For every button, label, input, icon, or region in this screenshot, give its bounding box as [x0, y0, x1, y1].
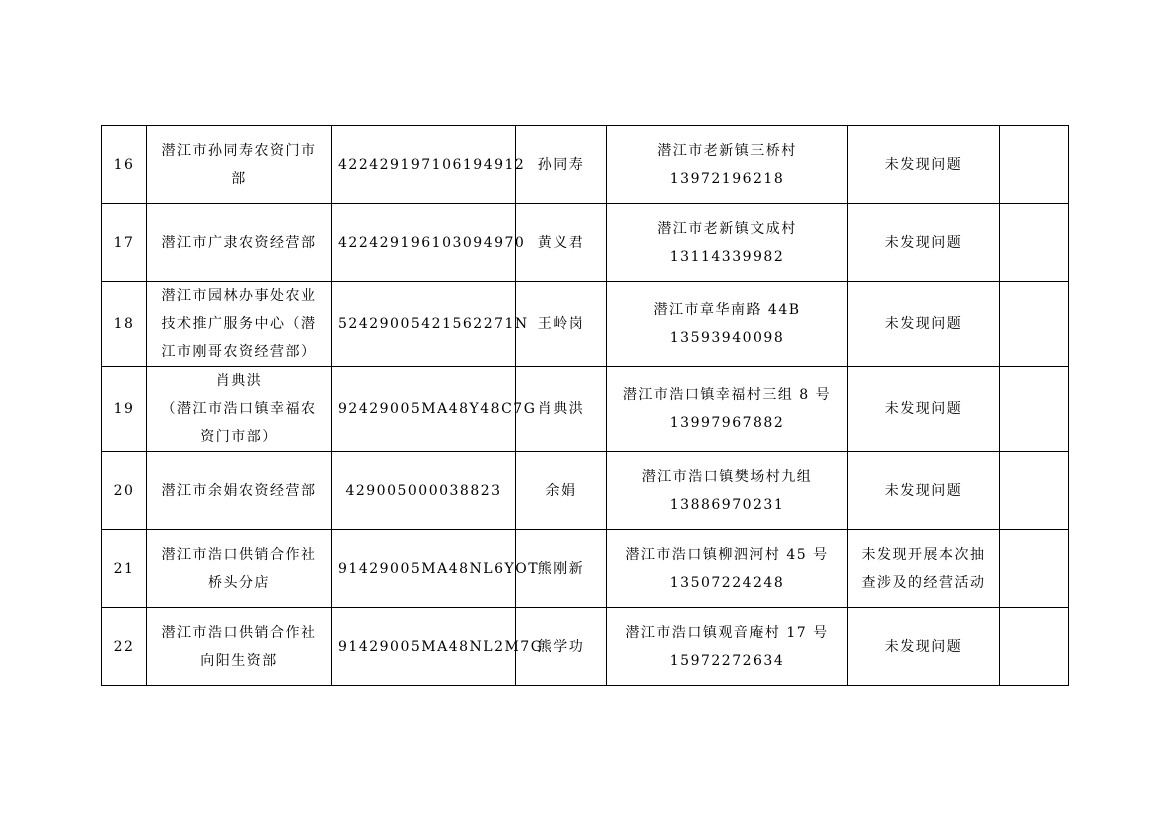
inspection-result-line: 查涉及的经营活动: [861, 574, 986, 591]
remark-cell: [1000, 452, 1069, 530]
remark-cell: [1000, 608, 1069, 686]
address-phone-cell: [607, 367, 848, 452]
responsible-person-cell: 肖典洪: [516, 367, 607, 452]
address-phone-line: 潜江市浩口镇樊场村九组: [641, 468, 813, 485]
business-name-line: （潜江市浩口镇幸福农: [161, 401, 317, 417]
address-phone-line: 13886970231: [669, 496, 785, 513]
business-name-cell: [147, 530, 332, 608]
address-phone-line: 13997967882: [669, 415, 785, 431]
row-number-cell: 17: [102, 204, 147, 282]
business-name-line: 潜江市浩口供销合作社: [161, 546, 317, 563]
responsible-person-cell: 熊刚新: [516, 530, 607, 608]
business-name-cell: [147, 452, 332, 530]
row-number-cell: 16: [102, 126, 147, 204]
table-row: [102, 608, 1069, 686]
business-name-line: 潜江市浩口供销合作社: [161, 624, 317, 641]
remark-cell: [1000, 126, 1069, 204]
inspection-result-line: 未发现问题: [884, 156, 963, 173]
business-name-line: 潜江市广隶农资经营部: [161, 234, 317, 251]
remark-cell: [1000, 282, 1069, 367]
credit-code-cell: 92429005MA48Y48C7G: [332, 367, 516, 452]
inspection-result-cell: [848, 367, 1000, 452]
row-number-cell: 19: [102, 367, 147, 452]
business-name-cell: [147, 367, 332, 452]
inspection-result-line: 未发现问题: [884, 234, 963, 251]
inspection-result-line: 未发现问题: [884, 316, 963, 332]
table-row: [102, 126, 1069, 204]
business-name-line: 潜江市余娟农资经营部: [161, 482, 317, 499]
inspection-result-cell: [848, 204, 1000, 282]
address-phone-line: 15972272634: [669, 652, 785, 669]
responsible-person-cell: 王岭岗: [516, 282, 607, 367]
row-number-cell: 18: [102, 282, 147, 367]
table-row: [102, 452, 1069, 530]
credit-code-cell: 422429196103094970: [332, 204, 516, 282]
credit-code-cell: 429005000038823: [332, 452, 516, 530]
inspection-result-cell: [848, 126, 1000, 204]
row-number-cell: 20: [102, 452, 147, 530]
address-phone-cell: [607, 126, 848, 204]
address-phone-cell: [607, 204, 848, 282]
business-name-line: 技术推广服务中心（潜: [161, 316, 317, 332]
table-body: [102, 126, 1069, 686]
address-phone-line: 潜江市浩口镇观音庵村 17 号: [625, 624, 829, 641]
business-name-line: 资门市部）: [200, 429, 278, 445]
address-phone-line: 潜江市老新镇文成村: [657, 220, 797, 237]
responsible-person-cell: 熊学功: [516, 608, 607, 686]
address-phone-line: 潜江市浩口镇幸福村三组 8 号: [622, 387, 832, 403]
address-phone-line: 潜江市章华南路 44B: [653, 302, 801, 318]
business-name-line: 潜江市园林办事处农业: [161, 288, 317, 304]
business-name-cell: [147, 608, 332, 686]
responsible-person-cell: 余娟: [516, 452, 607, 530]
business-name-line: 桥头分店: [208, 574, 270, 591]
address-phone-cell: [607, 608, 848, 686]
row-number-cell: 22: [102, 608, 147, 686]
business-name-cell: [147, 126, 332, 204]
table-row: [102, 204, 1069, 282]
business-name-cell: [147, 204, 332, 282]
row-number-cell: 21: [102, 530, 147, 608]
address-phone-line: 13507224248: [669, 574, 785, 591]
inspection-result-cell: [848, 282, 1000, 367]
credit-code-cell: 422429197106194912: [332, 126, 516, 204]
business-name-line: 向阳生资部: [200, 652, 278, 669]
business-name-line: 肖典洪: [215, 373, 263, 389]
business-name-line: 潜江市孙同寿农资门市: [161, 142, 317, 159]
inspection-result-cell: [848, 452, 1000, 530]
table-row: [102, 367, 1069, 452]
table-row: [102, 282, 1069, 367]
address-phone-cell: [607, 282, 848, 367]
table-row: [102, 530, 1069, 608]
remark-cell: [1000, 204, 1069, 282]
credit-code-cell: 91429005MA48NL2M7G: [332, 608, 516, 686]
inspection-result-cell: [848, 608, 1000, 686]
responsible-person-cell: 黄义君: [516, 204, 607, 282]
inspection-result-line: 未发现开展本次抽: [861, 546, 986, 563]
inspection-result-line: 未发现问题: [884, 401, 963, 417]
remark-cell: [1000, 530, 1069, 608]
address-phone-line: 13972196218: [669, 170, 785, 187]
business-name-line: 部: [231, 170, 247, 187]
address-phone-line: 潜江市老新镇三桥村: [657, 142, 797, 159]
inspection-result-cell: [848, 530, 1000, 608]
address-phone-cell: [607, 452, 848, 530]
inspection-result-line: 未发现问题: [884, 638, 963, 655]
responsible-person-cell: 孙同寿: [516, 126, 607, 204]
business-name-cell: [147, 282, 332, 367]
inspection-table: [101, 125, 1069, 686]
address-phone-line: 潜江市浩口镇柳泗河村 45 号: [625, 546, 829, 563]
remark-cell: [1000, 367, 1069, 452]
address-phone-cell: [607, 530, 848, 608]
address-phone-line: 13114339982: [669, 248, 785, 265]
credit-code-cell: 52429005421562271N: [332, 282, 516, 367]
credit-code-cell: 91429005MA48NL6YOT: [332, 530, 516, 608]
address-phone-line: 13593940098: [669, 330, 785, 346]
inspection-result-line: 未发现问题: [884, 482, 963, 499]
business-name-line: 江市刚哥农资经营部）: [161, 344, 317, 360]
